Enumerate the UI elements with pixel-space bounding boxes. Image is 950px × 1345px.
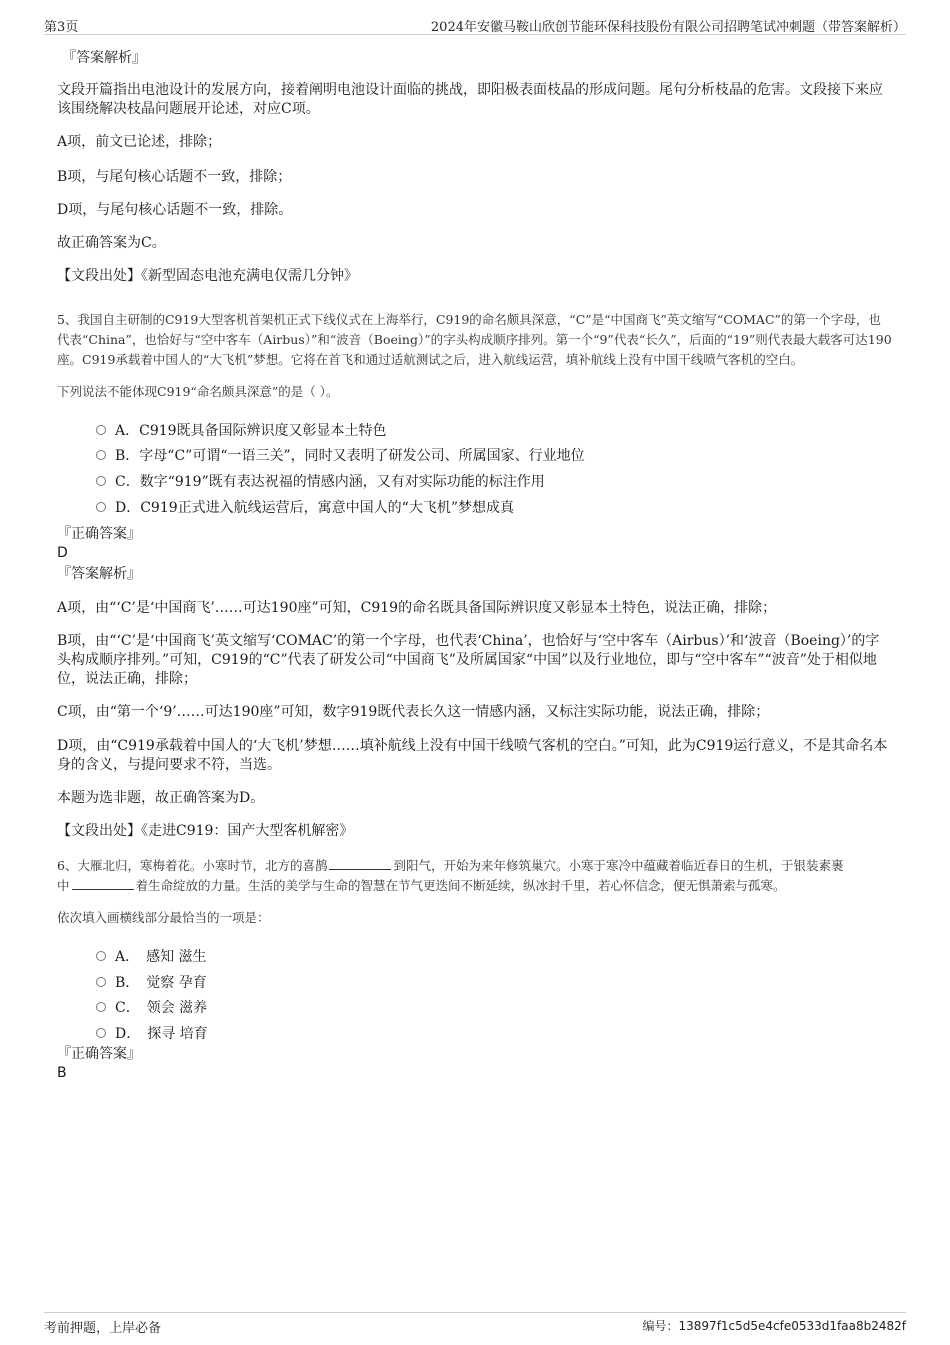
option-label: A． 感知 滋生 bbox=[115, 949, 207, 965]
option-label: C．数字“919”既有表达祝福的情感内涵，又有对实际功能的标注作用 bbox=[115, 474, 545, 490]
option-label: C． 领会 滋养 bbox=[115, 1000, 208, 1016]
correct-answer-label: 『正确答案』 bbox=[57, 526, 141, 542]
option-d[interactable] bbox=[96, 1023, 208, 1043]
radio-icon[interactable] bbox=[96, 1028, 106, 1038]
analysis-c: C项，由“第一个‘9’……可达190座”可知，数字919既代表长久这一情感内涵，又标注实际功能，说法正确，排除； bbox=[57, 704, 770, 720]
radio-icon[interactable] bbox=[96, 476, 106, 486]
option-label: B．字母“C”可谓“一语三关”，同时又表明了研发公司、所属国家、行业地位 bbox=[115, 448, 585, 464]
analysis-label: 『答案解析』 bbox=[57, 566, 141, 582]
option-a[interactable] bbox=[96, 946, 207, 966]
stem-part: 着生命绽放的力量。生活的美学与生命的智慧在节气更迭间不断延续，纵冰封千里，若心怀信念，便无惧萧索与孤寒。 bbox=[135, 878, 786, 893]
analysis-label: 『答案解析』 bbox=[62, 50, 146, 66]
analysis-conclusion: 故正确答案为C。 bbox=[57, 235, 166, 251]
option-c[interactable] bbox=[96, 997, 207, 1017]
blank-line bbox=[329, 857, 391, 870]
blank-line bbox=[72, 877, 134, 890]
analysis-b: B项，由“‘C’是‘中国商飞’英文缩写‘COMAC’的第一个字母，也代表‘China’，也恰好与‘空中客车（Airbus）’和‘波音（Boeing）’的字头构成顺序排列。”可知，C919的“C”代表了研发公司“中国商飞”及所属国家“中国”以及行业地位，即与“空中客车”“波音”处于相似地位，说法正确，排除； bbox=[57, 633, 880, 687]
question-6-stem bbox=[57, 856, 893, 896]
correct-answer-label: 『正确答案』 bbox=[57, 1046, 141, 1062]
radio-icon[interactable] bbox=[96, 425, 106, 435]
stem-part: 中 bbox=[57, 878, 70, 893]
document-title: 2024年安徽马鞍山欣创节能环保科技股份有限公司招聘笔试冲刺题（带答案解析） bbox=[430, 20, 906, 35]
option-label: B． 觉察 孕育 bbox=[115, 975, 207, 991]
correct-answer: B bbox=[57, 1065, 67, 1081]
analysis-text: 文段开篇指出电池设计的发展方向，接着阐明电池设计面临的挑战，即阳极表面枝晶的形成问题。尾句分析枝晶的危害。文段接下来应该围绕解决枝晶问题展开论述，对应C项。 bbox=[57, 82, 883, 117]
option-d[interactable] bbox=[96, 497, 514, 517]
analysis-item-a: A项，前文已论述，排除； bbox=[57, 134, 222, 150]
stem-part: 到阳气，开始为来年修筑巢穴。小寒于寒冷中蕴藏着临近春日的生机，于银装素裹 bbox=[393, 858, 844, 873]
analysis-d: D项，由“C919承载着中国人的‘大飞机’梦想……填补航线上没有中国干线喷气客机的空白。”可知，此为C919运行意义，不是其命名本身的含义，与提问要求不符，当选。 bbox=[57, 738, 888, 773]
radio-icon[interactable] bbox=[96, 502, 106, 512]
source-citation: 【文段出处】《新型固态电池充满电仅需几分钟》 bbox=[57, 268, 358, 284]
option-label: D． 探寻 培育 bbox=[115, 1026, 208, 1042]
analysis-conclusion: 本题为选非题，故正确答案为D。 bbox=[57, 790, 265, 806]
option-b[interactable] bbox=[96, 445, 585, 465]
question-5-prompt: 下列说法不能体现C919“命名颇具深意”的是（ ）。 bbox=[57, 384, 339, 399]
option-b[interactable] bbox=[96, 972, 207, 992]
analysis-item-b: B项，与尾句核心话题不一致，排除； bbox=[57, 169, 292, 185]
option-label: A．C919既具备国际辨识度又彰显本土特色 bbox=[115, 423, 387, 439]
document-id: 编号：13897f1c5d5e4cfe0533d1faa8b2482f bbox=[642, 1319, 906, 1333]
radio-icon[interactable] bbox=[96, 450, 106, 460]
footer-slogan: 考前押题，上岸必备 bbox=[44, 1321, 162, 1336]
source-citation: 【文段出处】《走进C919：国产大型客机解密》 bbox=[57, 823, 354, 839]
page-footer bbox=[44, 1312, 906, 1335]
page-number: 第3页 bbox=[44, 20, 79, 35]
option-a[interactable] bbox=[96, 420, 387, 440]
question-5-stem: 5、我国自主研制的C919大型客机首架机正式下线仪式在上海举行，C919的命名颇具深意，“C”是“中国商飞”英文缩写“COMAC”的第一个字母，也代表“China”，也恰好与“空中客车（Airbus）”和“波音（Boeing）”的字头构成顺序排列。第一个“9”代表“长久”，后面的“19”则代表最大载客可达190座。C919承载着中国人的“大飞机”梦想。它将在首飞和通过适航测试之后，进入航线运营，填补航线上没有中国干线喷气客机的空白。 bbox=[57, 312, 892, 367]
radio-icon[interactable] bbox=[96, 1002, 106, 1012]
option-label: D．C919正式进入航线运营后，寓意中国人的“大飞机”梦想成真 bbox=[115, 500, 514, 516]
option-c[interactable] bbox=[96, 471, 545, 491]
question-6-prompt: 依次填入画横线部分最恰当的一项是： bbox=[57, 910, 270, 925]
analysis-item-d: D项，与尾句核心话题不一致，排除。 bbox=[57, 202, 293, 218]
analysis-a: A项，由“‘C’是‘中国商飞’……可达190座”可知，C919的命名既具备国际辨识度又彰显本土特色，说法正确，排除； bbox=[57, 600, 777, 616]
radio-icon[interactable] bbox=[96, 977, 106, 987]
correct-answer: D bbox=[57, 545, 68, 561]
radio-icon[interactable] bbox=[96, 951, 106, 961]
page-header bbox=[44, 14, 906, 35]
stem-part: 6、大雁北归，寒梅着花。小寒时节，北方的喜鹊 bbox=[57, 858, 328, 873]
